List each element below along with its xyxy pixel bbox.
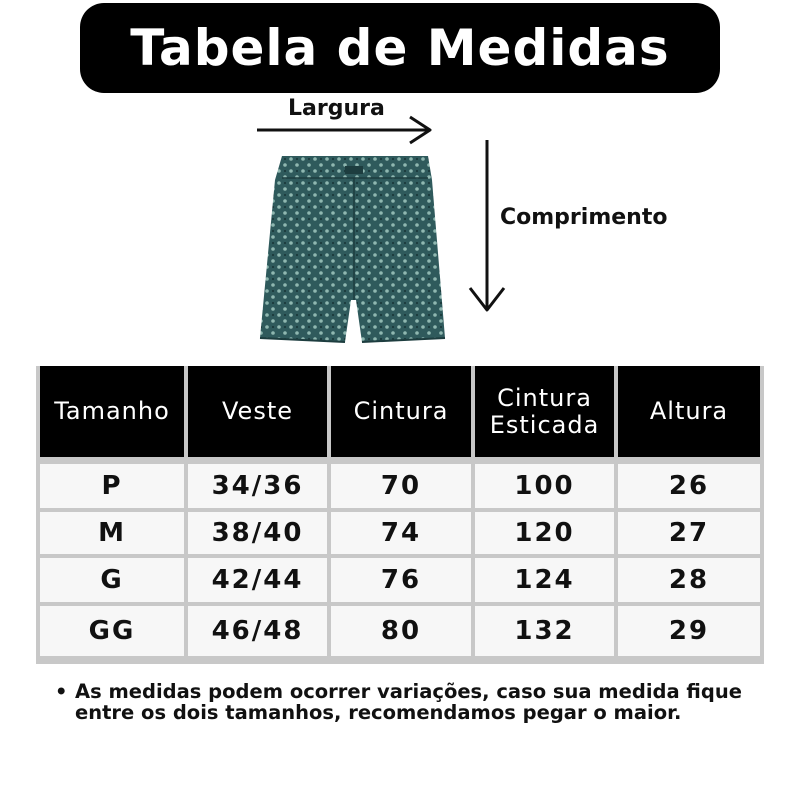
note	[55, 681, 755, 723]
table-cell: 100	[475, 464, 614, 508]
table-header-cell: Tamanho	[40, 366, 184, 457]
table-cell: M	[40, 512, 184, 554]
length-label: Comprimento	[500, 205, 668, 230]
table-cell: 74	[331, 512, 471, 554]
table-cell: 42/44	[188, 558, 327, 602]
table-header-cell: Veste	[188, 366, 327, 457]
table-cell: 34/36	[188, 464, 327, 508]
table-cell: 26	[618, 464, 760, 508]
table-cell: G	[40, 558, 184, 602]
note-bullet: •	[55, 680, 68, 703]
shorts-image	[260, 156, 445, 342]
measurement-diagram	[0, 0, 800, 360]
table-header-cell: Altura	[618, 366, 760, 457]
table-cell: 76	[331, 558, 471, 602]
table-cell: 27	[618, 512, 760, 554]
width-arrow-icon	[257, 117, 430, 143]
table-cell: GG	[40, 606, 184, 656]
note-text: As medidas podem ocorrer variações, caso sua medida fique entre os dois tamanhos, recomendamos pegar o maior.	[75, 680, 742, 724]
table-cell: 124	[475, 558, 614, 602]
table-header-cell: Cintura Esticada	[475, 366, 614, 457]
size-table	[36, 366, 764, 664]
table-cell: 70	[331, 464, 471, 508]
table-cell: 38/40	[188, 512, 327, 554]
table-cell: 80	[331, 606, 471, 656]
table-cell: 132	[475, 606, 614, 656]
table-cell: 29	[618, 606, 760, 656]
length-arrow-icon	[470, 140, 504, 310]
table-cell: P	[40, 464, 184, 508]
page-title: Tabela de Medidas	[130, 19, 670, 77]
width-label: Largura	[288, 96, 385, 121]
table-cell: 46/48	[188, 606, 327, 656]
table-cell: 28	[618, 558, 760, 602]
table-cell: 120	[475, 512, 614, 554]
table-header-cell: Cintura	[331, 366, 471, 457]
